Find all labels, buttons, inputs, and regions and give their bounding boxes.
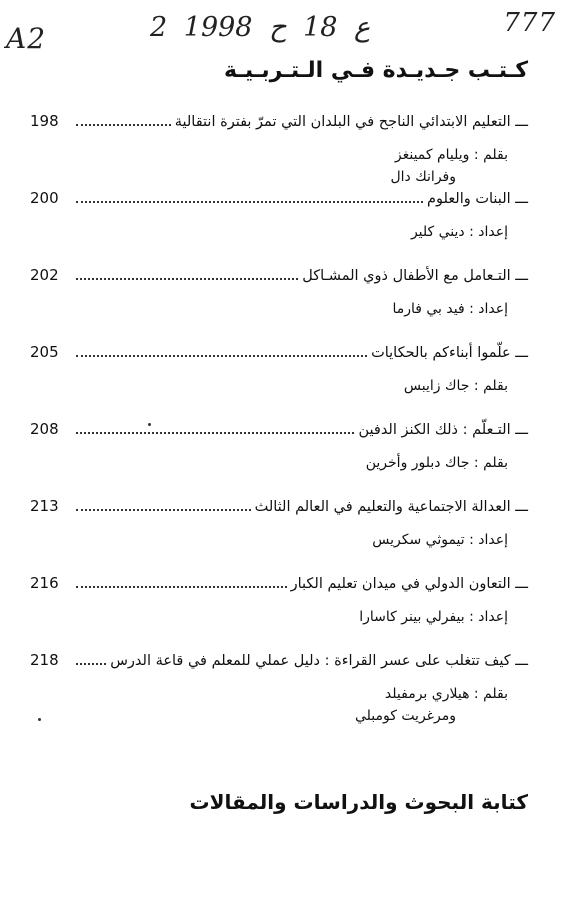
entry-credit: إعداد : بيفرلي بينر كاسارا [359,609,508,625]
entry-title: ـــ علّموا أبناءكم بالحكايات [371,345,528,361]
table-of-contents [30,112,528,751]
page-number: 202 [30,266,59,284]
page-number: 216 [30,574,59,592]
scan-speck [38,718,41,721]
section-title-writing: كتابة البحوث والدراسات والمقالات [189,790,528,814]
handwritten-number: 777 [503,8,556,38]
toc-entry [30,574,528,651]
entry-credit: إعداد : فيد بي فارما [392,301,508,317]
entry-credit: ومرغريت كومبلي [354,708,456,724]
entry-credit: وفرانك دال [390,169,456,185]
entry-title: ـــ التـعامل مع الأطفال ذوي المشـاكل [302,268,528,284]
toc-entry [30,420,528,497]
dot-leader [76,123,171,126]
dot-leader [76,508,251,511]
entry-credit: بقلم : ويليام كمينغز [394,147,508,163]
entry-credit: بقلم : هيلاري برمفيلد [384,686,508,702]
dot-leader [76,354,367,357]
entry-credit: إعداد : ديني كلير [410,224,508,240]
dot-leader [76,662,106,665]
page-number: 213 [30,497,59,515]
entry-title: ـــ البنات والعلوم [427,191,528,207]
entry-title: ـــ التعليم الابتدائي الناجح في البلدان التي تمرّ بفترة انتقالية [174,114,528,130]
entry-credit: بقلم : جاك زايبس [403,378,508,394]
toc-entry [30,189,528,266]
entry-title: ـــ كيف تتغلب على عسر القراءة : دليل عملي للمعلم في قاعة الدرس [110,653,528,669]
entry-credit: إعداد : تيموثي سكريس [372,532,508,548]
page-number: 198 [30,112,59,130]
dot-leader [76,200,423,203]
page-number: 208 [30,420,59,438]
toc-entry [30,112,528,189]
entry-title: ـــ التعاون الدولي في ميدان تعليم الكبار [290,576,528,592]
entry-title: ـــ التـعلّم : ذلك الكنز الدفين [358,422,528,438]
scan-speck [148,423,151,426]
dot-leader [76,585,287,588]
handwritten-code: A2 [6,22,47,55]
toc-entry [30,266,528,343]
page-number: 205 [30,343,59,361]
toc-entry [30,343,528,420]
dot-leader [76,277,298,280]
toc-entry [30,497,528,574]
toc-entry [30,651,528,751]
dot-leader [76,431,354,434]
entry-credit: بقلم : جاك دبلور وأخرين [365,455,508,471]
handwritten-date: 2 ع 18 ح 1998 [150,12,371,43]
page-number: 200 [30,189,59,207]
entry-title: ـــ العدالة الاجتماعية والتعليم في العالم الثالث [254,499,528,515]
page-number: 218 [30,651,59,669]
section-title-new-books: كـتـب جـديـدة فـي الـتـربـيـة [224,58,528,83]
